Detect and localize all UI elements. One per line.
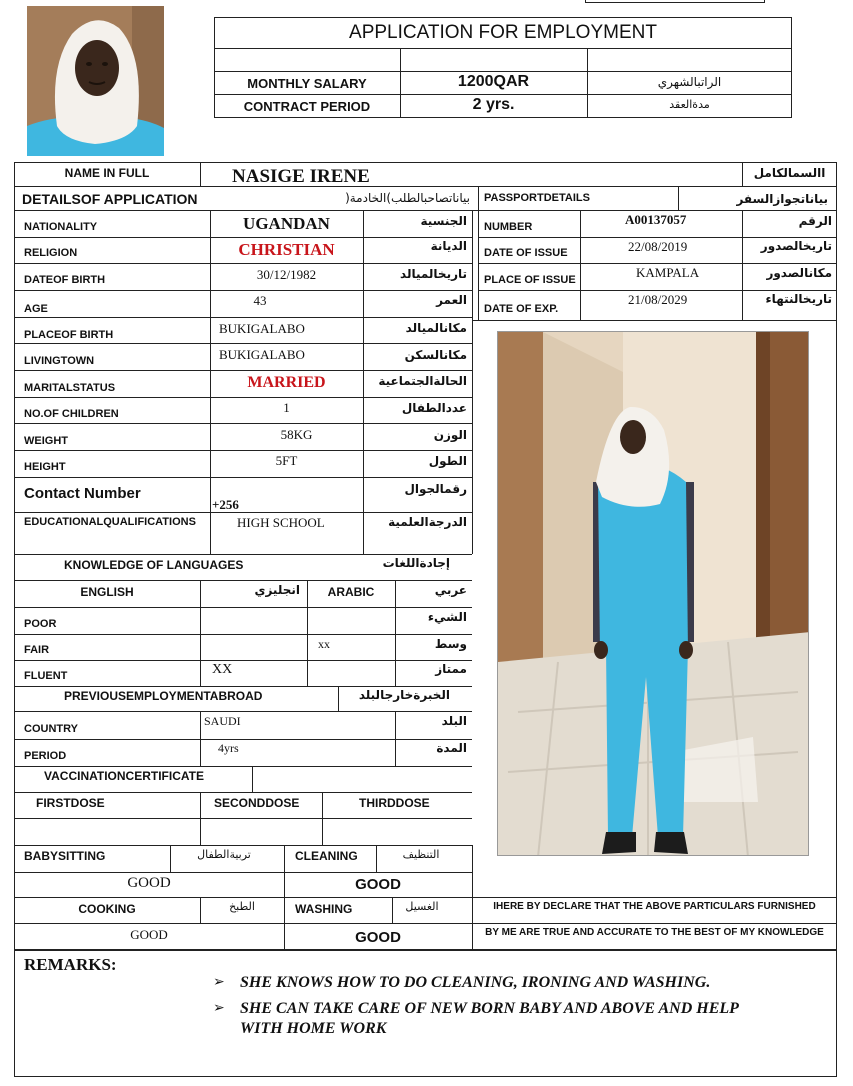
- country-label: COUNTRY: [24, 723, 78, 735]
- washing-value: GOOD: [355, 929, 401, 946]
- period-arabic: المدة: [436, 741, 467, 755]
- previous-arabic: الخبرةخارجالبلد: [358, 688, 450, 702]
- children-arabic: عددالطفال: [401, 401, 467, 415]
- dob-label: DATEOF BIRTH: [24, 274, 106, 286]
- languages-label: KNOWLEDGE OF LANGUAGES: [64, 558, 244, 572]
- languages-arabic: إجادةاللغات: [382, 556, 450, 570]
- age-value: 43: [253, 293, 267, 308]
- cooking-label: COOKING: [78, 902, 136, 916]
- passport-number-label: NUMBER: [484, 221, 533, 233]
- issue-place-label: PLACE OF ISSUE: [484, 274, 576, 286]
- remark-bullet-2: ➢: [213, 1000, 225, 1016]
- country-arabic: البلد: [441, 714, 467, 728]
- remark-item-2a: SHE CAN TAKE CARE OF NEW BORN BABY AND ABOVE AND HELP: [240, 1000, 739, 1017]
- issue-place-arabic: مكانالصدور: [766, 266, 832, 280]
- weight-label: WEIGHT: [24, 435, 68, 447]
- cleaning-value: GOOD: [355, 876, 401, 893]
- contact-value: +256: [212, 497, 239, 512]
- details-label: DETAILSOF APPLICATION: [22, 191, 198, 207]
- babysitting-value: GOOD: [127, 875, 171, 891]
- fluent-english-mark: XX: [212, 662, 233, 677]
- issue-date-label: DATE OF ISSUE: [484, 247, 568, 259]
- name-arabic: االسمالكامل: [753, 166, 826, 180]
- passport-label: PASSPORTDETAILS: [484, 192, 590, 204]
- fair-arabic-mark: xx: [318, 637, 330, 651]
- poor-label: POOR: [24, 618, 57, 630]
- religion-arabic: الديانة: [430, 239, 467, 253]
- height-value: 5FT: [275, 453, 298, 468]
- cleaning-label: CLEANING: [295, 849, 358, 863]
- education-value: HIGH SCHOOL: [237, 515, 325, 530]
- poor-arabic: الشيء: [427, 610, 467, 624]
- babysitting-label: BABYSITTING: [24, 849, 106, 863]
- livingtown-value: BUKIGALABO: [219, 347, 305, 362]
- expiry-label: DATE OF EXP.: [484, 303, 559, 315]
- passport-number-value: A00137057: [625, 212, 687, 227]
- declaration-line1: IHERE BY DECLARE THAT THE ABOVE PARTICULARS FURNISHED: [493, 901, 816, 912]
- expiry-value: 21/08/2029: [628, 292, 688, 307]
- fluent-arabic: ممتاز: [435, 662, 467, 676]
- name-value: NASIGE IRENE: [232, 166, 370, 187]
- details-arabic: بياناتصاحبالطلب)الخادمة(: [345, 191, 470, 205]
- remark-bullet-1: ➢: [213, 974, 225, 990]
- religion-label: RELIGION: [24, 247, 78, 259]
- top-edge-box: [585, 0, 765, 3]
- period-label: PERIOD: [24, 750, 67, 762]
- cleaning-arabic: التنظيف: [402, 848, 440, 861]
- children-label: NO.OF CHILDREN: [24, 408, 119, 420]
- weight-value: 58KG: [280, 427, 313, 442]
- dob-arabic: تاريخالميالد: [400, 267, 467, 281]
- salary-value: 1200QAR: [457, 73, 530, 90]
- full-body-photo-graphic: [498, 332, 809, 856]
- previous-label: PREVIOUSEMPLOYMENTABROAD: [64, 689, 263, 703]
- contract-arabic: مدةالعقد: [669, 98, 710, 111]
- marital-label: MARITALSTATUS: [24, 382, 116, 394]
- vaccination-label: VACCINATIONCERTIFICATE: [44, 769, 204, 783]
- height-label: HEIGHT: [24, 461, 66, 473]
- birthplace-value: BUKIGALABO: [219, 321, 305, 336]
- education-label: EDUCATIONALQUALIFICATIONS: [24, 516, 196, 528]
- remark-item-2b: WITH HOME WORK: [240, 1020, 387, 1037]
- marital-value: MARRIED: [247, 374, 326, 391]
- period-value: 4yrs: [218, 741, 239, 755]
- contact-label: Contact Number: [24, 485, 141, 502]
- washing-arabic: الغسيل: [405, 900, 439, 913]
- salary-arabic: الراتبالشهري: [657, 75, 722, 89]
- country-value: SAUDI: [204, 714, 241, 728]
- arabic-header: ARABIC: [327, 585, 375, 599]
- marital-arabic: الحالةالجتماعية: [378, 374, 467, 388]
- portrait-photo-graphic: [27, 6, 164, 156]
- contract-value: 2 yrs.: [472, 96, 515, 113]
- first-dose-label: FIRSTDOSE: [36, 796, 105, 810]
- livingtown-arabic: مكانالسكن: [404, 348, 467, 362]
- birthplace-arabic: مكانالميالد: [405, 321, 467, 335]
- salary-label: MONTHLY SALARY: [247, 76, 367, 91]
- english-arabic: انجليزي: [254, 583, 300, 597]
- application-title: APPLICATION FOR EMPLOYMENT: [349, 22, 657, 43]
- height-arabic: الطول: [428, 454, 467, 468]
- birthplace-label: PLACEOF BIRTH: [24, 329, 114, 341]
- contact-arabic: رقمالجوال: [404, 482, 467, 496]
- education-arabic: الدرجةالعلمية: [388, 515, 467, 529]
- fair-arabic: وسط: [434, 637, 467, 651]
- english-header: ENGLISH: [80, 585, 134, 599]
- fair-label: FAIR: [24, 644, 50, 656]
- nationality-label: NATIONALITY: [24, 221, 98, 233]
- nationality-value: UGANDAN: [243, 214, 330, 233]
- age-arabic: العمر: [436, 293, 467, 307]
- children-value: 1: [283, 400, 290, 415]
- expiry-arabic: تاريخالنتهاء: [765, 292, 832, 306]
- livingtown-label: LIVINGTOWN: [24, 355, 95, 367]
- issue-place-value: KAMPALA: [636, 265, 700, 280]
- issue-date-value: 22/08/2019: [628, 239, 688, 254]
- issue-date-arabic: تاريخالصدور: [760, 239, 832, 253]
- religion-value: CHRISTIAN: [238, 240, 335, 259]
- name-label: NAME IN FULL: [64, 166, 150, 180]
- third-dose-label: THIRDDOSE: [359, 796, 430, 810]
- weight-arabic: الوزن: [433, 428, 467, 442]
- contract-label: CONTRACT PERIOD: [243, 99, 371, 114]
- portrait-photo: [27, 6, 164, 156]
- cooking-value: GOOD: [130, 927, 168, 942]
- remark-item-1: SHE KNOWS HOW TO DO CLEANING, IRONING AND WASHING.: [240, 974, 711, 991]
- nationality-arabic: الجنسية: [420, 214, 467, 228]
- remarks-label: REMARKS:: [24, 955, 117, 974]
- babysitting-arabic: تربيةالطفال: [197, 848, 251, 861]
- fluent-label: FLUENT: [24, 670, 68, 682]
- age-label: AGE: [24, 303, 48, 315]
- passport-arabic: بياناتجوازالسفر: [736, 192, 828, 206]
- arabic-arabic: عربي: [434, 583, 467, 597]
- passport-number-arabic: الرقم: [798, 214, 832, 228]
- cooking-arabic: الطبخ: [229, 900, 255, 913]
- washing-label: WASHING: [295, 902, 353, 916]
- second-dose-label: SECONDDOSE: [214, 796, 300, 810]
- dob-value: 30/12/1982: [256, 267, 317, 282]
- declaration-line2: BY ME ARE TRUE AND ACCURATE TO THE BEST OF MY KNOWLEDGE: [485, 927, 824, 938]
- full-body-photo: [497, 331, 809, 856]
